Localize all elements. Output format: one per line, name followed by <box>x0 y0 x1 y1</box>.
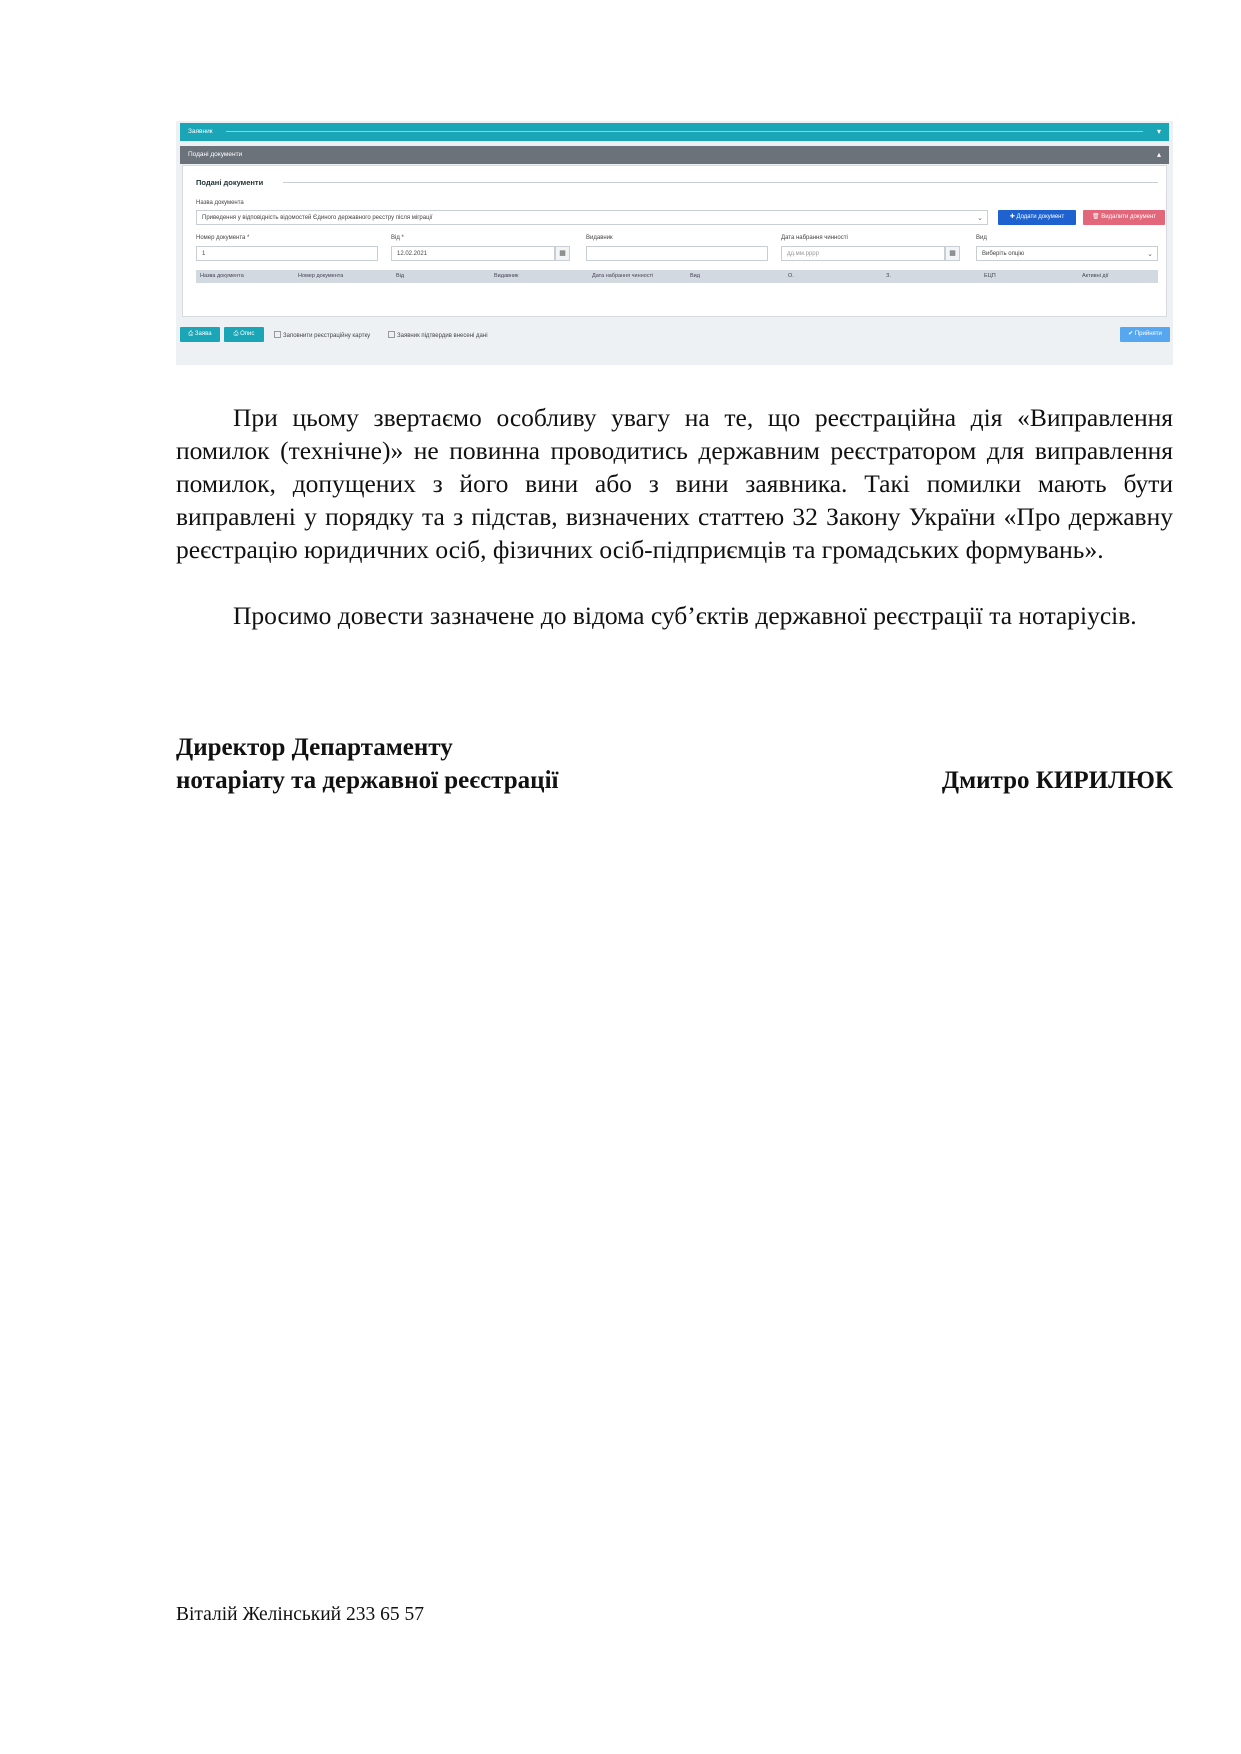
from-date-label: Від * <box>391 235 404 241</box>
trash-icon: 🗑 <box>1091 214 1102 220</box>
col-issuer: Видавник <box>494 273 519 279</box>
doc-name-label: Назва документа <box>196 200 244 206</box>
checkbox-icon <box>274 331 281 338</box>
col-type: Вид <box>690 273 700 279</box>
extract-print-label: Опис <box>240 331 255 337</box>
applicant-bar-line <box>226 131 1143 132</box>
type-label: Вид <box>976 235 987 241</box>
add-document-button[interactable] <box>998 210 1076 225</box>
chevron-down-icon[interactable]: ▾ <box>1156 127 1161 136</box>
applicant-section-bar[interactable] <box>180 123 1169 141</box>
docs-panel <box>182 165 1167 317</box>
statement-print-label: Заява <box>194 331 212 337</box>
effective-date-placeholder: дд.мм.рррр <box>787 251 819 257</box>
documents-table-header <box>196 270 1158 283</box>
print-icon: ⎙ <box>233 331 241 337</box>
chevron-down-icon: ⌄ <box>977 215 983 222</box>
confirm-data-label: Заявник підтвердив внесені дані <box>397 333 488 339</box>
panel-title: Подані документи <box>196 178 264 187</box>
chevron-up-icon[interactable]: ▴ <box>1156 150 1161 159</box>
paragraph-2: Просимо довести зазначене до відома суб’єктів державної реєстрації та нотаріусів. <box>233 601 1137 630</box>
issuer-input[interactable] <box>586 246 768 261</box>
effective-date-input[interactable] <box>781 246 945 261</box>
fill-card-checkbox[interactable] <box>274 331 370 339</box>
executor-contact: Віталій Желінський 233 65 57 <box>176 1604 424 1625</box>
signer-position-line1: Директор Департаменту <box>176 734 453 761</box>
plus-icon: ✚ <box>1009 214 1017 220</box>
delete-document-button[interactable] <box>1083 210 1165 225</box>
doc-number-input[interactable] <box>196 246 378 261</box>
doc-number-label: Номер документа * <box>196 235 250 241</box>
col-o: О. <box>788 273 794 279</box>
doc-number-value: 1 <box>202 251 206 257</box>
signer-name: Дмитро КИРИЛЮК <box>941 767 1173 794</box>
doc-name-value: Приведення у відповідність відомостей Єдиного державного реєстру після міграції <box>202 215 433 221</box>
issuer-label: Видавник <box>586 235 613 241</box>
col-doc-name: Назва документа <box>200 273 244 279</box>
doc-name-select[interactable] <box>196 210 988 225</box>
extract-print-button[interactable] <box>224 327 264 342</box>
from-date-value: 12.02.2021 <box>397 251 428 257</box>
accept-button[interactable] <box>1120 327 1170 342</box>
accept-label: Прийняти <box>1134 331 1162 337</box>
panel-divider <box>283 182 1158 183</box>
check-icon: ✔ <box>1128 331 1135 337</box>
type-select[interactable] <box>976 246 1158 261</box>
docs-section-bar[interactable] <box>180 146 1169 164</box>
col-from: Від <box>396 273 405 279</box>
col-effective-date: Дата набрання чинності <box>592 273 654 279</box>
statement-print-button[interactable] <box>180 327 220 342</box>
fill-card-label: Заповнити реєстраційну картку <box>283 333 371 339</box>
add-document-label: Додати документ <box>1016 214 1065 220</box>
signer-position-line2: нотаріату та державної реєстрації <box>176 767 559 794</box>
chevron-down-icon: ⌄ <box>1147 251 1153 258</box>
calendar-icon[interactable]: ▦ <box>945 246 960 261</box>
docs-bar-label: Подані документи <box>188 151 243 158</box>
applicant-bar-label: Заявник <box>188 128 213 135</box>
col-actions: Активні дії <box>1082 273 1109 279</box>
embedded-screenshot <box>176 121 1173 365</box>
col-signature: ЕЦП <box>984 273 996 279</box>
effective-date-label: Дата набрання чинності <box>781 235 848 241</box>
paragraph-1: При цьому звертаємо особливу увагу на те, що реєстраційна дія «Виправлення помилок (технічне)» не повинна проводитись державним реєстратором для виправлення помилок, допущених з його вини або з вини заявника. Такі помилки мають бути виправлені у порядку та з підстав, визначених статтею 32 Закону України «Про державну реєстрацію юридичних осіб, фізичних осіб-підприємців та громадських формувань». <box>176 403 1173 564</box>
from-date-input[interactable] <box>391 246 555 261</box>
col-doc-number: Номер документа <box>298 273 344 279</box>
confirm-data-checkbox[interactable] <box>388 331 488 339</box>
checkbox-icon <box>388 331 395 338</box>
type-select-value: Виберіть опцію <box>982 251 1025 257</box>
print-icon: ⎙ <box>188 331 195 337</box>
delete-document-label: Видалити документ <box>1101 214 1157 220</box>
calendar-icon[interactable]: ▦ <box>555 246 570 261</box>
col-z: З. <box>886 273 891 279</box>
